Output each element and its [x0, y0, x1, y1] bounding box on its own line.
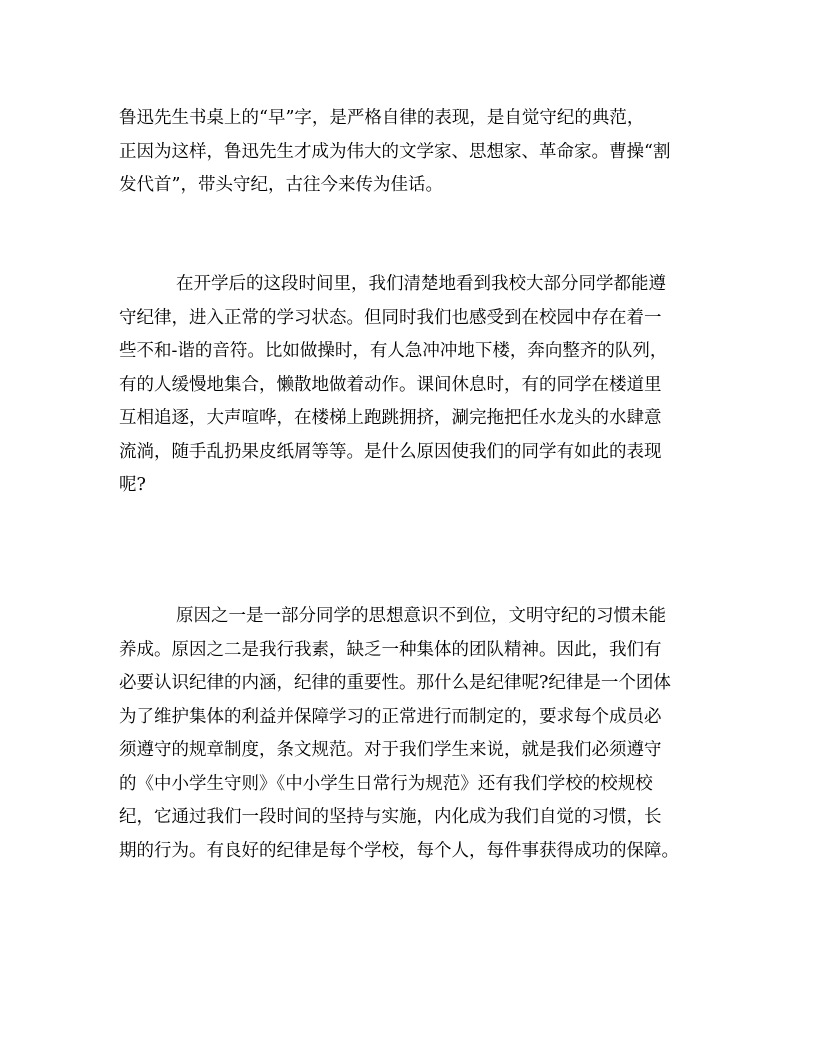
text-line: 在开学后的这段时间里，我们清楚地看到我校大部分同学都能遵 — [176, 274, 666, 294]
text-line: 养成。原因之二是我行我素，缺乏一种集体的团队精神。因此，我们有 — [119, 639, 662, 660]
text-line: 纪，它通过我们一段时间的坚持与实施，内化成为我们自觉的习惯，长 — [119, 807, 662, 827]
text-line: 为了维护集体的利益并保障学习的正常进行而制定的，要求每个成员必 — [119, 706, 662, 727]
text-line: 守纪律，进入正常的学习状态。但同时我们也感受到在校园中存在着一 — [119, 307, 662, 328]
paragraph-2 — [119, 268, 699, 503]
text-line: 流淌，随手乱扔果皮纸屑等等。是什么原因使我们的同学有如此的表现 — [119, 441, 662, 462]
text-line: 须遵守的规章制度，条文规范。对于我们学生来说，就是我们必须遵守 — [119, 740, 662, 760]
text-line: 期的行为。有良好的纪律是每个学校，每个人，每件事获得成功的保障。 — [119, 840, 679, 861]
text-line: 必要认识纪律的内涵，纪律的重要性。那什么是纪律呢?纪律是一个团体 — [119, 673, 671, 693]
text-line: 些不和-谐的音符。比如做操时，有人急冲冲地下楼，奔向整齐的队列， — [119, 341, 668, 361]
text-line: 正因为这样，鲁迅先生才成为伟大的文学家、思想家、革命家。曹操“割 — [119, 141, 671, 162]
text-line: 互相追逐，大声喧哗，在楼梯上跑跳拥挤，涮完拖把任水龙头的水肆意 — [119, 408, 662, 428]
text-line: 呢? — [119, 475, 146, 495]
text-line: 发代首”，带头守纪，古往今来传为佳话。 — [119, 175, 443, 195]
text-line: 鲁迅先生书桌上的“早”字，是严格自律的表现，是自觉守纪的典范， — [119, 108, 645, 128]
text-line: 有的人缓慢地集合，懒散地做着动作。课间休息时，有的同学在楼道里 — [119, 374, 662, 395]
paragraph-3 — [119, 600, 699, 868]
paragraph-1 — [119, 102, 699, 203]
text-line: 原因之一是一部分同学的思想意识不到位，文明守纪的习惯未能 — [176, 606, 666, 626]
text-line: 的《中小学生守则》《中小学生日常行为规范》还有我们学校的校规校 — [119, 773, 653, 794]
